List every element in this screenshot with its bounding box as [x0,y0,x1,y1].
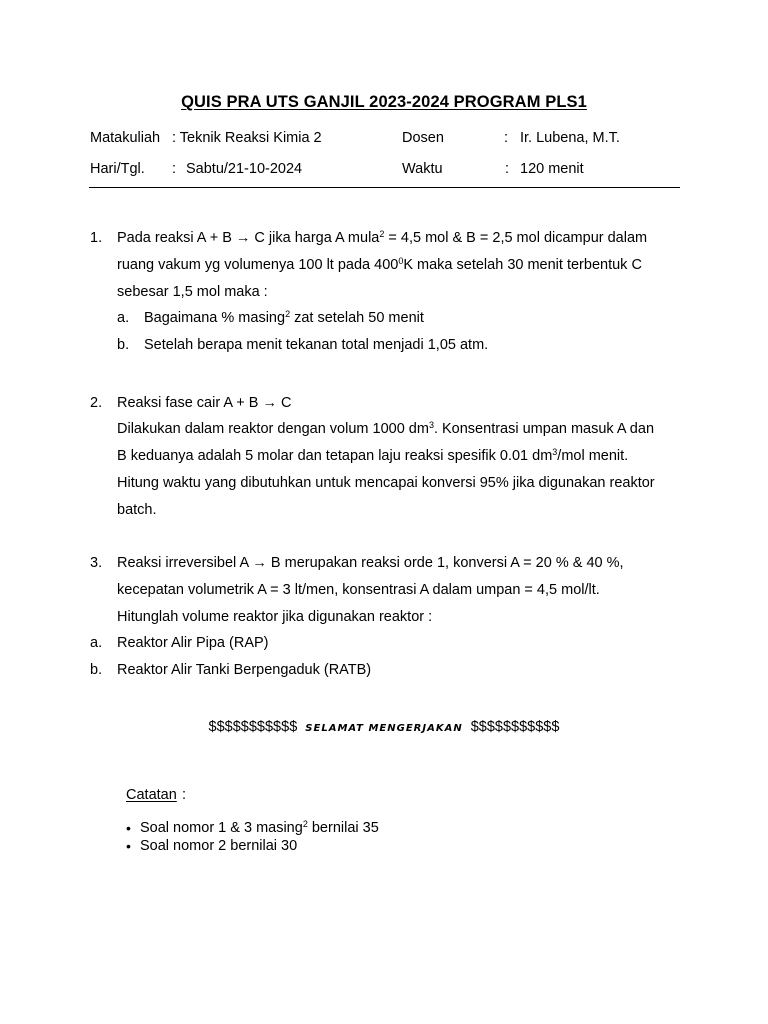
q2-line2: Dilakukan dalam reaktor dengan volum 1000 $dm^3$. Konsentrasi umpan masuk A dan [117,420,655,437]
q1-a-text: Bagaimana % masing$^2$ zat setelah 50 menit [144,309,424,326]
waktu-label: Waktu [402,161,443,177]
hari-colon: : [172,161,177,177]
note-bullet-2: Soal nomor 2 bernilai 30 [140,838,298,854]
bullet-icon: • [126,820,131,836]
closing-dollars-right: $$$$$$$$$$$ [470,719,560,735]
q1-line3: sebesar 1,5 mol maka : [117,284,268,300]
matakuliah-value: : Teknik Reaksi Kimia 2 [172,130,322,146]
header-divider [89,187,680,188]
quiz-title: QUIS PRA UTS GANJIL 2023-2024 PROGRAM PLS1 [181,93,587,111]
waktu-colon: : [505,161,510,177]
notes-heading: Catatan [126,787,177,803]
q3-line1: Reaksi irreversibel A → B merupakan reaksi orde 1, konversi A = 20 % & 40 %, [117,555,624,571]
bullet-icon: • [126,838,131,854]
waktu-value: 120 menit [520,161,584,177]
q2-line1: Reaksi fase cair A + B → C [117,395,292,411]
closing-message: SELAMAT MENGERJAKAN [305,723,463,734]
q2-number: 2. [90,395,103,411]
hari-value: Sabtu/21-10-2024 [186,161,303,177]
q2-line4: Hitung waktu yang dibutuhkan untuk mencapai konversi 95% jika digunakan reaktor [117,475,655,491]
q1-line2: ruang vakum yg volumenya 100 lt pada $400^0K$ maka setelah 30 menit terbentuk C [117,256,642,273]
dosen-value: Ir. Lubena, M.T. [520,130,620,146]
q3-b-label: b. [90,662,103,678]
q2-line5: batch. [117,502,157,518]
q3-a-text: Reaktor Alir Pipa (RAP) [117,635,269,651]
q1-a-label: a. [117,310,130,326]
dosen-label: Dosen [402,130,444,146]
q1-b-text: Setelah berapa menit tekanan total menjadi 1,05 atm. [144,337,489,353]
q1-line1: Pada reaksi A + B → C jika harga A mula$^2$ = 4,5 mol & B = 2,5 mol dicampur dalam [117,229,648,246]
closing-dollars-left: $$$$$$$$$$$ [208,719,298,735]
q1-number: 1. [90,230,103,246]
q3-b-text: Reaktor Alir Tanki Berpengaduk (RATB) [117,662,372,678]
closing-line [0,719,768,735]
q3-a-label: a. [90,635,103,651]
matakuliah-label: Matakuliah [90,130,161,146]
q3-line2: kecepatan volumetrik A = 3 lt/men, konsentrasi A dalam umpan = 4,5 mol/lt. [117,582,600,598]
notes-colon: : [182,787,187,803]
dosen-colon: : [504,130,509,146]
q2-line3: B keduanya adalah 5 molar dan tetapan laju reaksi spesifik 0.01 $dm^3$/mol menit. [117,447,629,464]
q1-b-label: b. [117,337,130,353]
q3-line3: Hitunglah volume reaktor jika digunakan reaktor : [117,609,433,625]
hari-label: Hari/Tgl. [90,161,145,177]
note-bullet-1: Soal nomor 1 & 3 masing$^2$ bernilai 35 [140,819,379,836]
q3-number: 3. [90,555,103,571]
